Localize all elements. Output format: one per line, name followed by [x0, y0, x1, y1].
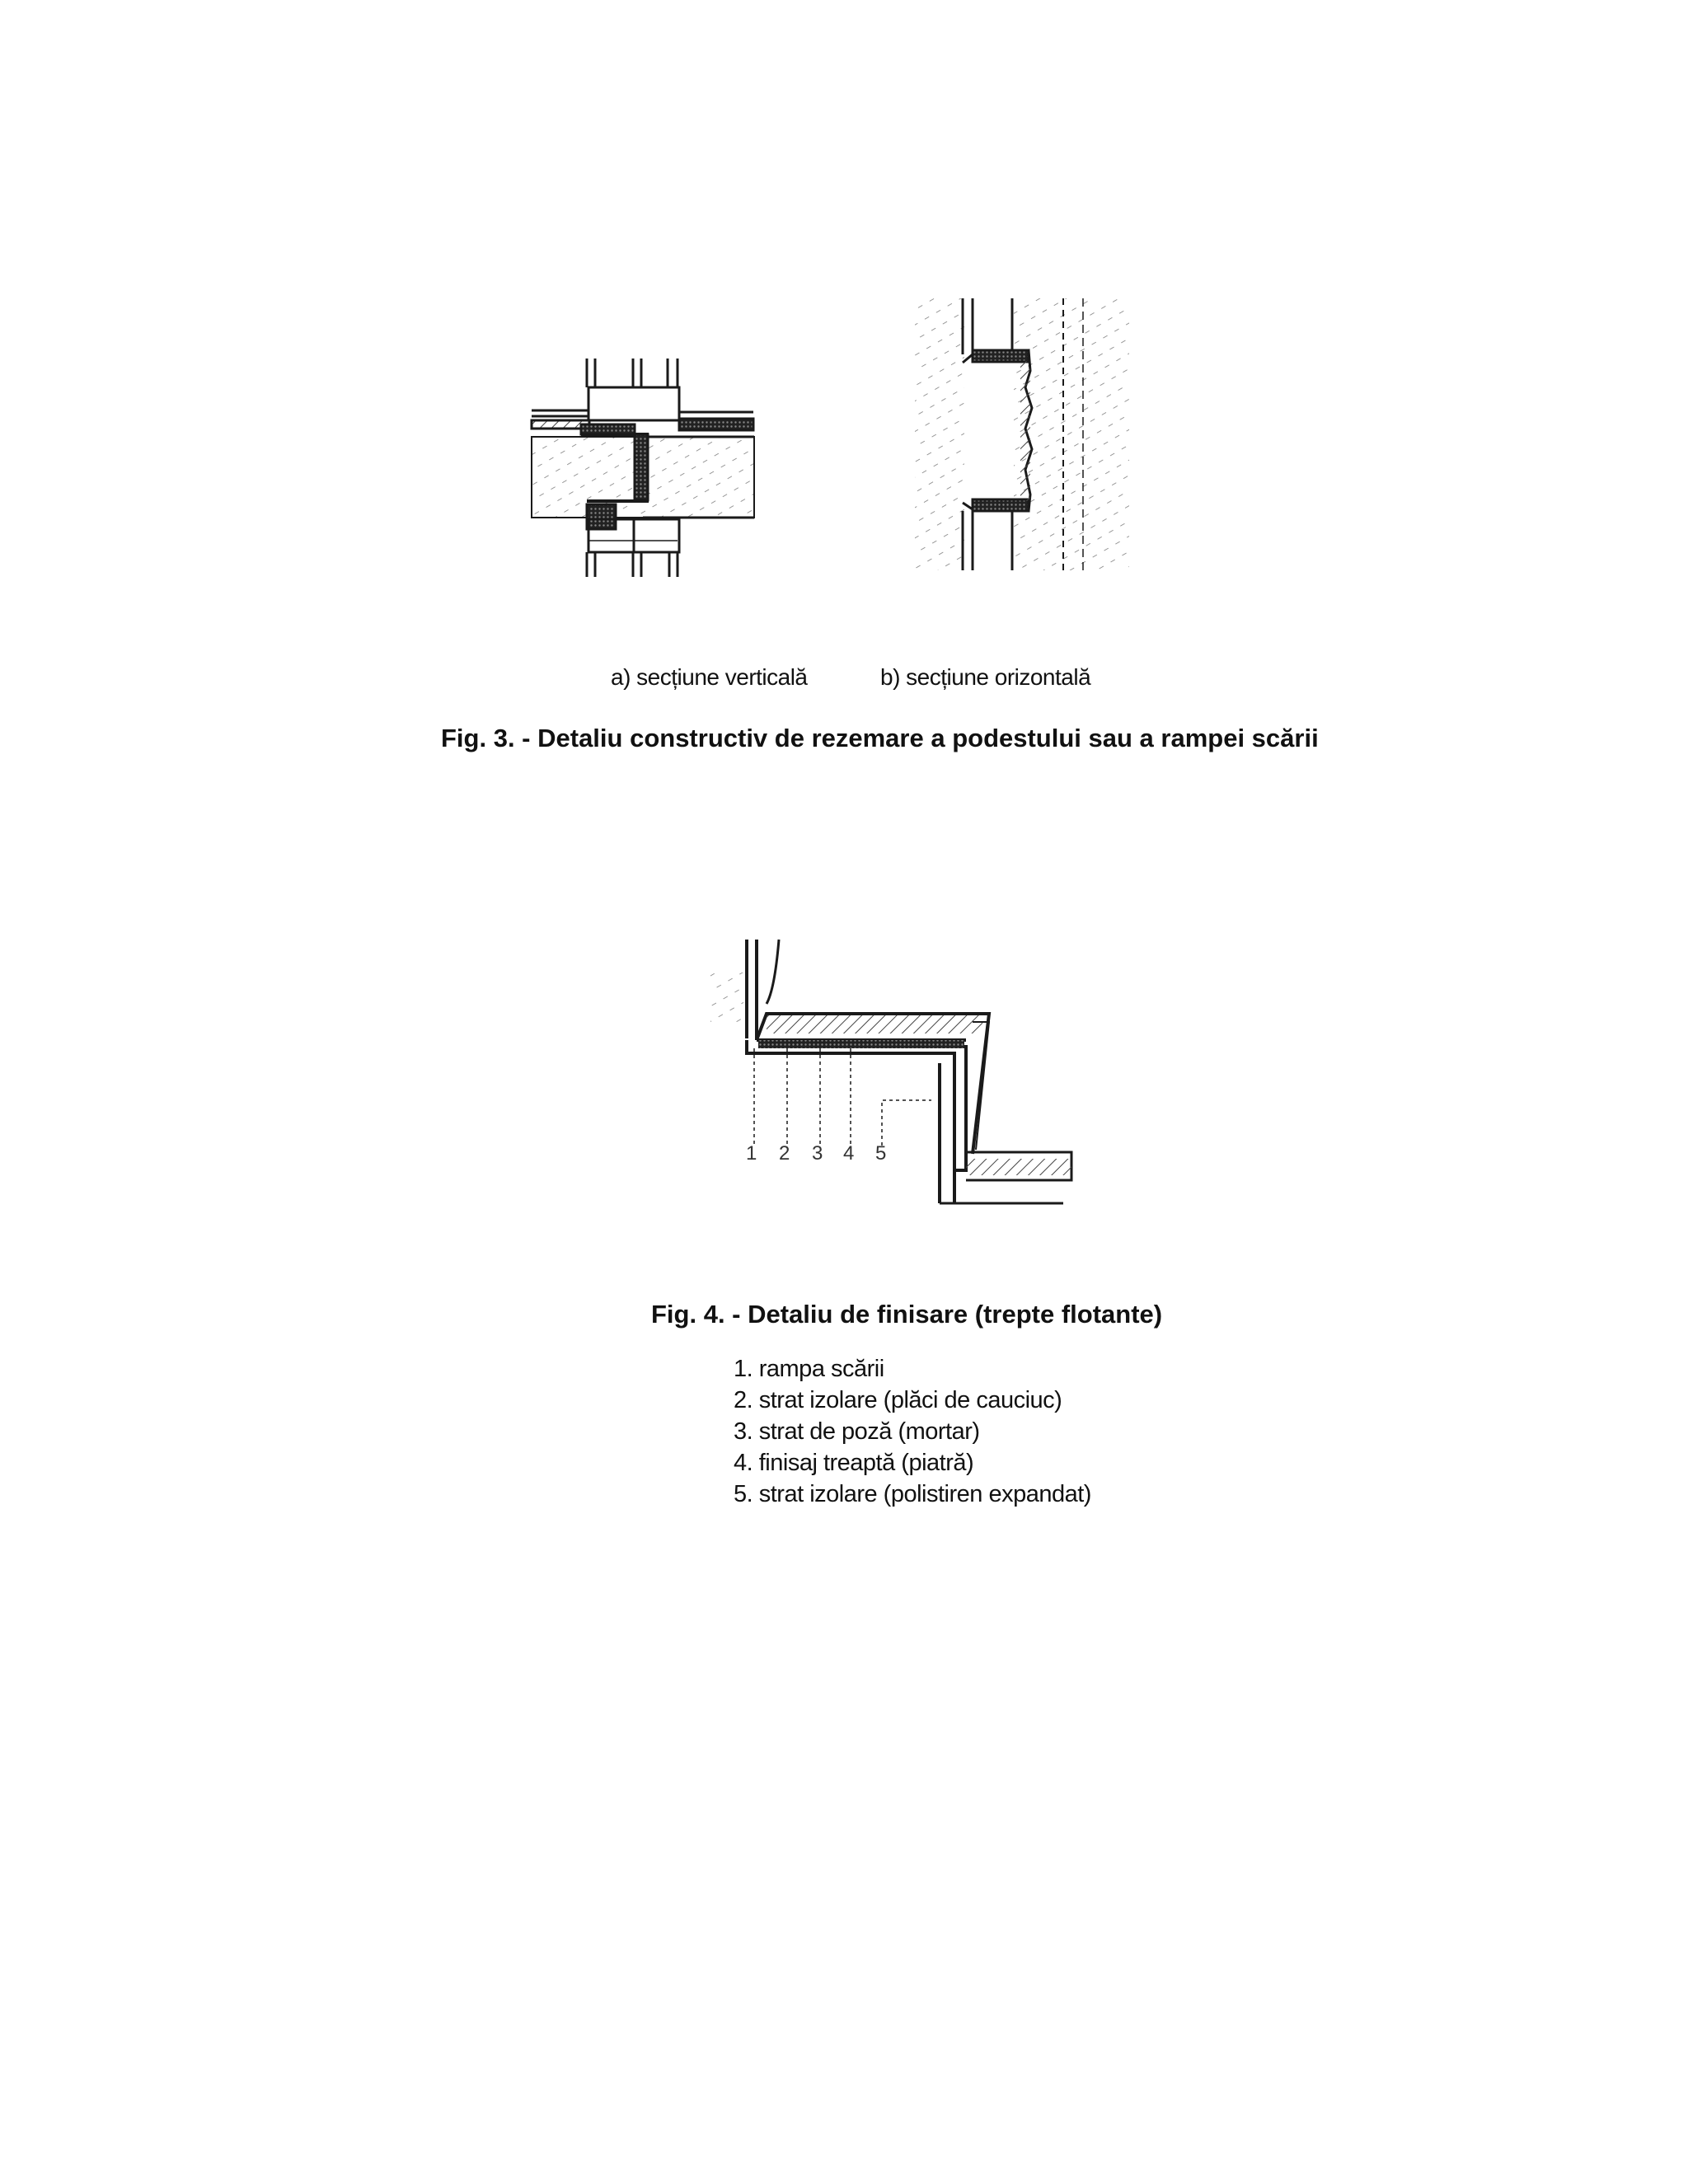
fig4-title: Fig. 4. - Detaliu de finisare (trepte flotante) — [651, 1300, 1163, 1329]
callout-5: 5 — [875, 1142, 887, 1165]
callout-4: 4 — [843, 1142, 855, 1165]
legend-item: 2. strat izolare (plăci de cauciuc) — [734, 1387, 1062, 1413]
fig3a-group — [532, 359, 754, 577]
legend-item: 4. finisaj treaptă (piatră) — [734, 1450, 974, 1476]
callout-1: 1 — [746, 1142, 757, 1165]
fig3-caption-a: a) secțiune verticală — [611, 664, 808, 690]
legend-item: 1. rampa scării — [734, 1356, 884, 1382]
fig3-title: Fig. 3. - Detaliu constructiv de rezemare a podestului sau a rampei scării — [441, 724, 1319, 752]
callout-2: 2 — [779, 1142, 790, 1165]
legend-item: 5. strat izolare (polistiren expandat) — [734, 1481, 1091, 1507]
fig4-legend — [734, 1353, 1091, 1510]
legend-item: 3. strat de poză (mortar) — [734, 1418, 980, 1445]
fig3b-group — [915, 298, 1129, 570]
fig4-floating-step-drawing — [710, 940, 1071, 1203]
fig3-caption-b: b) secțiune orizontală — [880, 664, 1091, 690]
callout-3: 3 — [812, 1142, 823, 1165]
